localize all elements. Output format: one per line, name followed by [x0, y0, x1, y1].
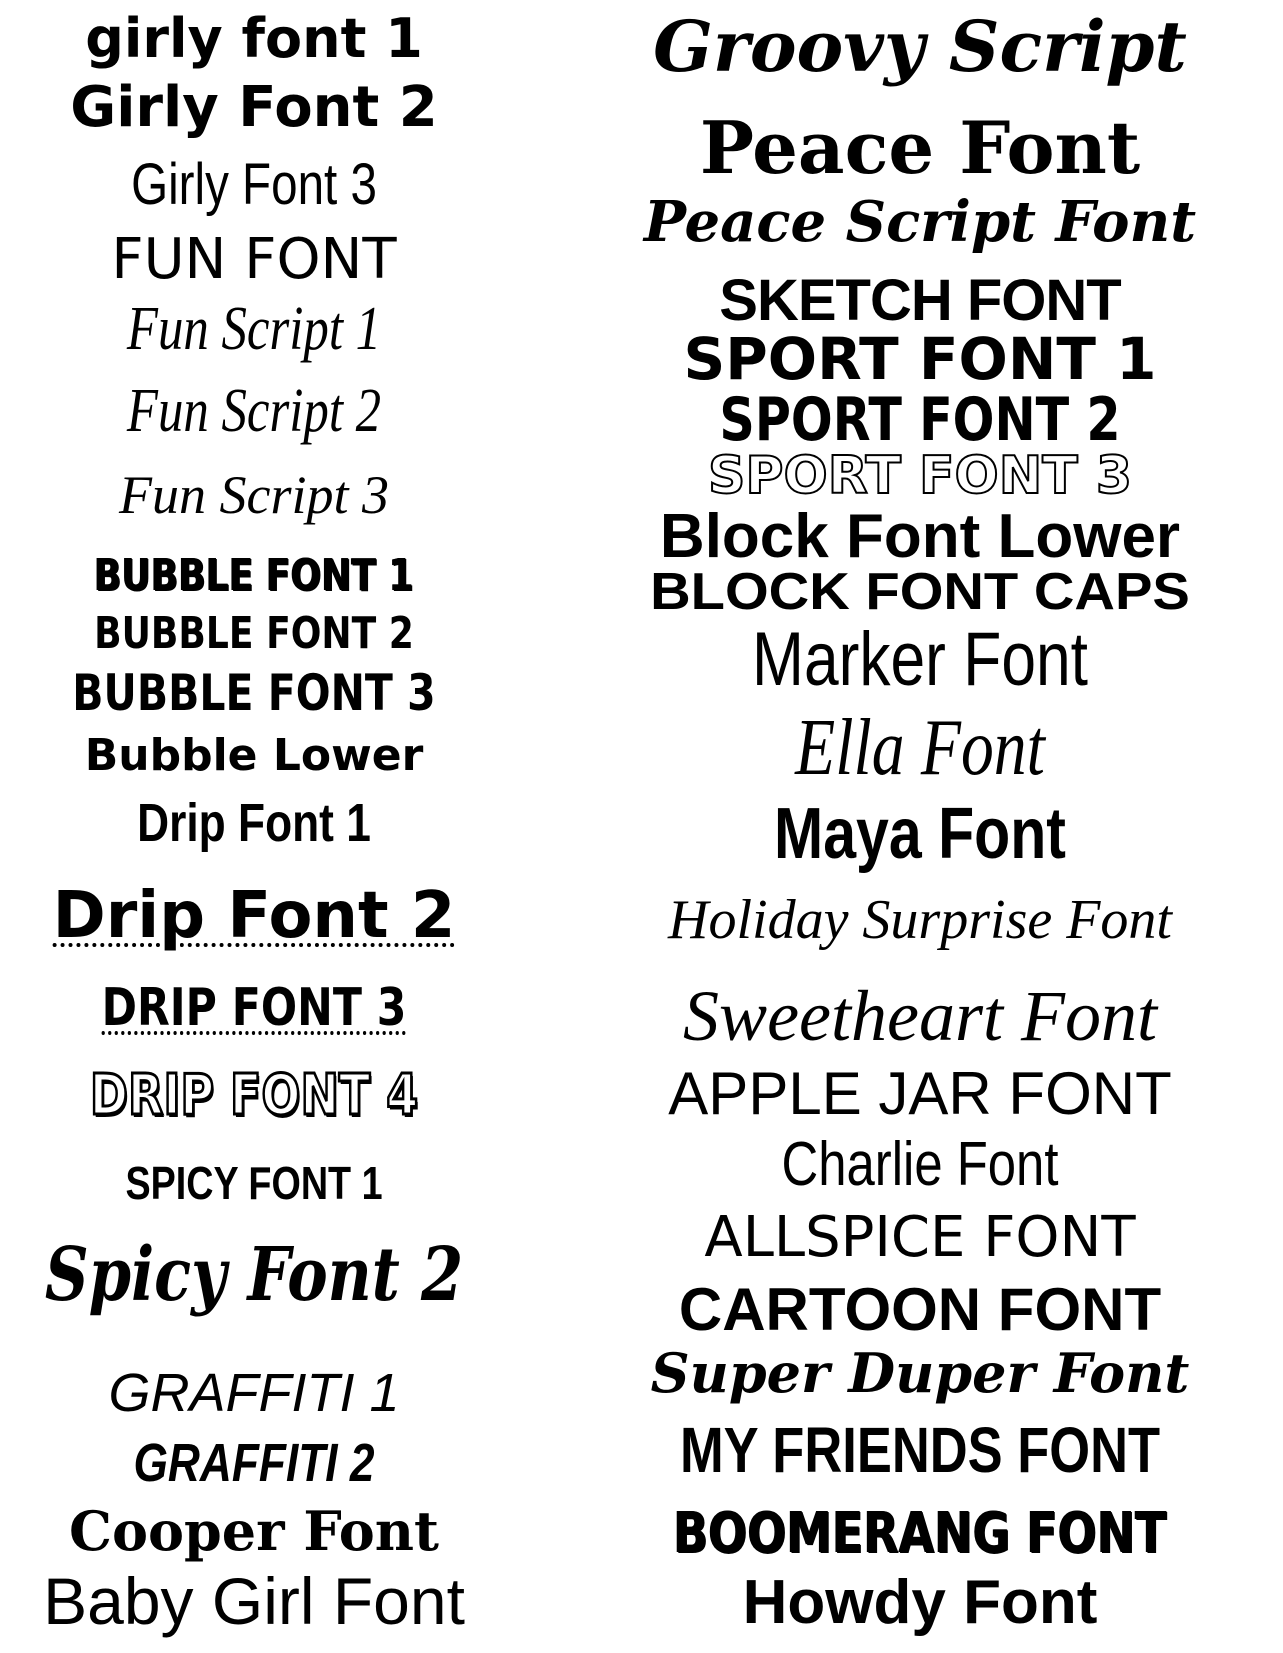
font-sample-peace-script-font: Peace Script Font: [643, 189, 1197, 255]
font-sample-block-font-caps: BLOCK FONT CAPS: [650, 563, 1190, 621]
font-sample-sweetheart-font: Sweetheart Font: [683, 976, 1157, 1056]
font-sample-sport-font-1: SPORT FONT 1: [683, 325, 1157, 393]
font-sample-drip-font-4: DRIP FONT 4: [89, 1063, 419, 1128]
font-sample-marker-font: Marker Font: [752, 617, 1088, 702]
font-sample-sketch-font: SKETCH FONT: [719, 268, 1121, 333]
font-sample-spicy-font-1: SPICY FONT 1: [125, 1157, 383, 1209]
font-sample-bubble-font-3: BUBBLE FONT 3: [72, 664, 436, 722]
font-sample-howdy-font: Howdy Font: [742, 1568, 1098, 1637]
font-sample-charlie-font: Charlie Font: [781, 1130, 1059, 1199]
font-sample-ella-font: Ella Font: [795, 704, 1045, 792]
font-sample-boomerang-font: BOOMERANG FONT: [673, 1501, 1167, 1566]
font-sample-graffiti-2: GRAFFITI 2: [133, 1433, 375, 1493]
font-sample-drip-font-2: Drip Font 2: [52, 879, 456, 953]
font-sample-groovy-script: Groovy Script: [653, 5, 1187, 88]
font-sample-allspice-font: ALLSPICE FONT: [704, 1205, 1136, 1270]
font-sample-maya-font: Maya Font: [774, 794, 1066, 874]
font-sample-drip-font-1: Drip Font 1: [137, 793, 371, 853]
font-sample-fun-font: FUN FONT: [111, 227, 397, 292]
font-sample-sport-font-3: SPORT FONT 3: [707, 446, 1133, 506]
font-sample-apple-jar-font: APPLE JAR FONT: [668, 1060, 1172, 1127]
font-sample-fun-script-2: Fun Script 2: [126, 377, 382, 445]
font-sample-bubble-font-2: BUBBLE FONT 2: [94, 608, 414, 659]
font-sample-drip-font-3: DRIP FONT 3: [101, 978, 407, 1038]
font-sample-fun-script-3: Fun Script 3: [119, 465, 389, 525]
font-sample-bubble-font-1: BUBBLE FONT 1: [94, 550, 414, 601]
font-sample-my-friends-font: MY FRIENDS FONT: [679, 1414, 1161, 1486]
font-sample-spicy-font-2: Spicy Font 2: [44, 1232, 464, 1318]
font-sample-super-duper-font: Super Duper Font: [650, 1341, 1190, 1405]
font-sample-girly-font-2: Girly Font 2: [70, 75, 438, 140]
font-sample-peace-font: Peace Font: [699, 105, 1141, 190]
font-sample-girly-font-1: girly font 1: [85, 7, 423, 70]
font-sample-baby-girl-font: Baby Girl Font: [43, 1564, 465, 1638]
font-sample-girly-font-3: Girly Font 3: [131, 152, 377, 217]
font-sample-cartoon-font: CARTOON FONT: [678, 1276, 1162, 1343]
font-sample-fun-script-1: Fun Script 1: [126, 295, 382, 363]
font-sample-block-font-lower: Block Font Lower: [659, 502, 1181, 571]
font-sample-holiday-surprise-font: Holiday Surprise Font: [668, 889, 1172, 951]
font-sample-graffiti-1: GRAFFITI 1: [108, 1363, 400, 1423]
font-sample-sport-font-2: SPORT FONT 2: [719, 385, 1121, 455]
font-sample-cooper-font: Cooper Font: [69, 1499, 439, 1563]
font-sample-bubble-lower: Bubble Lower: [84, 730, 424, 781]
